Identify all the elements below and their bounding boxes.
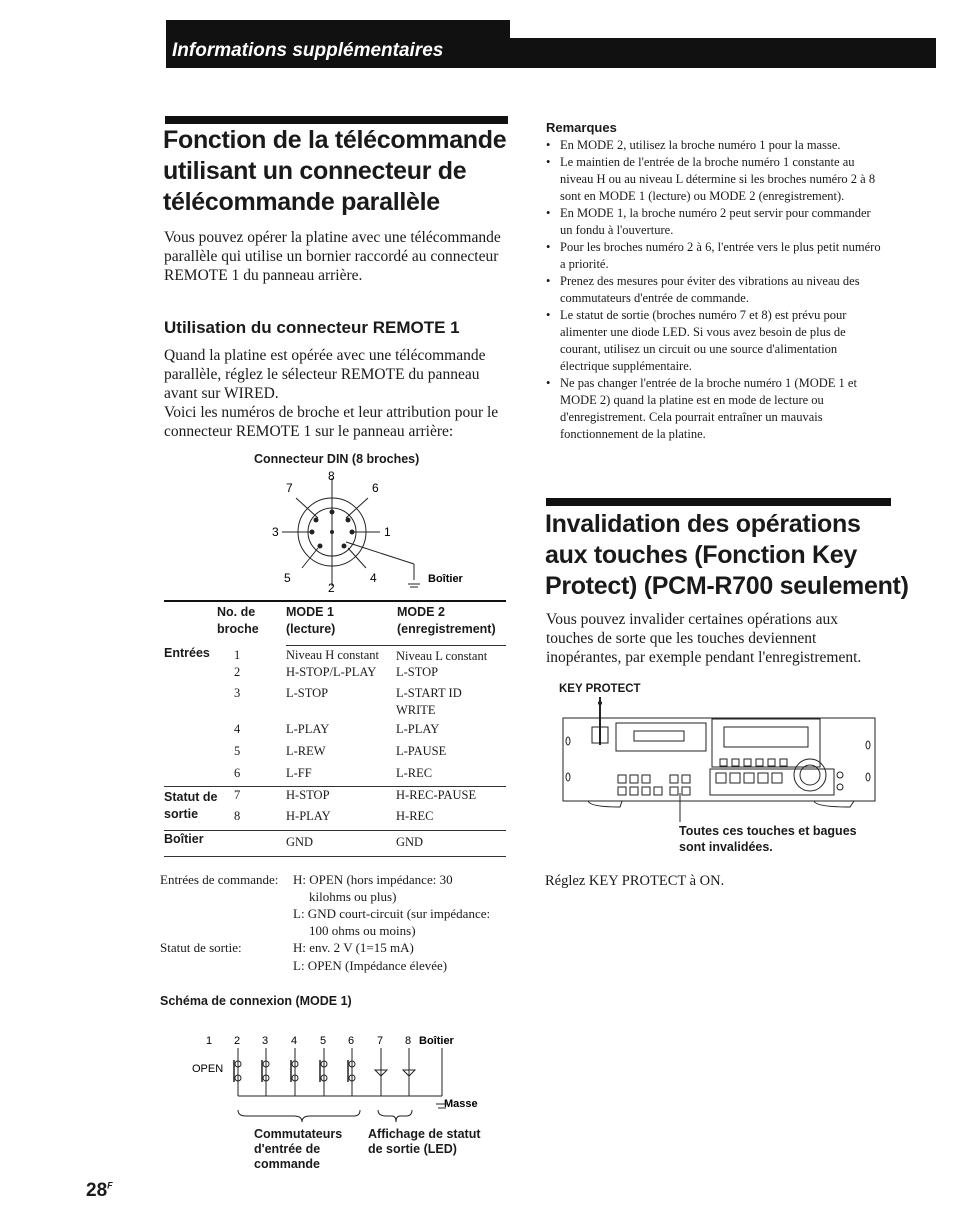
remarques-title: Remarques	[546, 120, 617, 135]
title2-rule	[546, 498, 891, 506]
table-row-1-m2: Niveau L constant	[396, 649, 488, 663]
table-row-1-m1: Niveau H constant	[286, 648, 380, 662]
device-caption-line2: sont invalidées.	[679, 840, 773, 854]
th-pin	[217, 604, 259, 638]
table-row-6-m2: L-REC	[396, 766, 433, 780]
remarque-item: • Ne pas changer l'entrée de la broche numéro 1 (MODE 1 et MODE 2) quand la platine est en mode de lecture ou d'enregistrement. Cela pourrait entraîner un mauvais fonctionnement de la platine.	[546, 375, 886, 443]
schema-num-2: 2	[234, 1035, 241, 1047]
remarque-item: • Pour les broches numéro 2 à 6, l'entrée vers le plus petit numéro a priorité.	[546, 239, 886, 273]
table-top-rule	[164, 600, 506, 602]
table-row-5-m1: L-REW	[286, 744, 326, 758]
key-protect-instruction: Réglez KEY PROTECT à ON.	[545, 873, 725, 889]
spec-inputs-l: L: GND court-circuit (sur impédance:	[293, 906, 491, 921]
schema-switches-line2: d'entrée de	[254, 1142, 321, 1156]
para-pins: Voici les numéros de broche et leur attribution pour le connecteur REMOTE 1 sur le panneau arrière:	[164, 404, 499, 440]
header-bar-tab	[166, 20, 510, 40]
spec-inputs-l2: 100 ohms ou moins)	[309, 923, 416, 938]
table-row-3-m2	[396, 685, 462, 719]
table-row-7-m1: H-STOP	[286, 788, 330, 802]
table-row-7-m2: H-REC-PAUSE	[396, 788, 477, 802]
device-caption	[679, 823, 857, 855]
device-caption-line1: Toutes ces touches et bagues	[679, 824, 857, 838]
title2-line-3: Protect) (PCM-R700 seulement)	[545, 572, 909, 600]
para-wired: Quand la platine est opérée avec une télécommande parallèle, réglez le sélecteur REMOTE du panneau avant sur WIRED.	[164, 347, 486, 402]
deck-front-panel	[560, 697, 880, 822]
th-mode1-line2: (lecture)	[286, 622, 336, 636]
title-rule	[165, 116, 508, 124]
th-pin-line2: broche	[217, 622, 259, 636]
schema-switches-line1: Commutateurs	[254, 1127, 343, 1141]
din-connector-diagram	[260, 470, 490, 595]
group-statut-line2: sortie	[164, 807, 199, 821]
schema-num-7: 7	[377, 1035, 384, 1047]
group-entrees: Entrées	[164, 646, 210, 660]
th-mode2-line1: MODE 2	[397, 605, 445, 619]
table-row-2-m2: L-STOP	[396, 665, 439, 679]
table-row-5-m2: L-PAUSE	[396, 744, 447, 758]
din-pin-1: 1	[384, 525, 391, 539]
schema-led-caption	[368, 1127, 481, 1157]
schema-num-1: 1	[206, 1035, 213, 1047]
table-rule-boitier	[164, 830, 506, 831]
schema-num-3: 3	[262, 1035, 269, 1047]
spec-inputs-h2: kilohms ou plus)	[309, 889, 397, 904]
schema-switches-line3: commande	[254, 1157, 320, 1171]
spec-inputs-h: H: OPEN (hors impédance: 30	[293, 872, 453, 887]
key-protect-intro: Vous pouvez invalider certaines opérations aux touches de sorte que les touches deviennent inopérantes, par exemple pendant l'enregistrement.	[546, 611, 862, 666]
table-row-1-pin: 1	[234, 648, 241, 662]
table-row-6-m1: L-FF	[286, 766, 312, 780]
page-title-line-1: Fonction de la télécommande	[163, 126, 507, 154]
din-pin-8: 8	[328, 470, 335, 483]
remarque-item: • Le maintien de l'entrée de la broche numéro 1 constante au niveau H ou au niveau L détermine si les broches numéro 2 à 8 sont en MODE 1 (lecture) ou MODE 2 (enregistrement).	[546, 154, 886, 205]
schema-boitier: Boîtier	[419, 1035, 454, 1047]
table-row-3-m2-line2: WRITE	[396, 703, 436, 717]
table-row-4-m2: L-PLAY	[396, 722, 440, 736]
jog-dial	[794, 759, 826, 791]
subheading-remote1: Utilisation du connecteur REMOTE 1	[164, 318, 460, 337]
th-pin-line1: No. de	[217, 605, 256, 619]
th-mode1	[286, 604, 335, 638]
spec-output-h: H: env. 2 V (1=15 mA)	[293, 940, 414, 955]
table-row-3-pin: 3	[234, 686, 241, 700]
remarque-item: • En MODE 1, la broche numéro 2 peut servir pour commander un fondu à l'ouverture.	[546, 205, 886, 239]
table-row-5-pin: 5	[234, 744, 241, 758]
table-row-9-m1: GND	[286, 835, 314, 849]
group-boitier: Boîtier	[164, 832, 204, 846]
key-protect-label: KEY PROTECT	[559, 683, 641, 695]
din-pin-7: 7	[286, 481, 293, 495]
table-header-rule	[286, 645, 506, 646]
schema-num-5: 5	[320, 1035, 327, 1047]
table-bottom-rule	[164, 856, 506, 857]
table-row-2-pin: 2	[234, 665, 241, 679]
din-pin-6: 6	[372, 481, 379, 495]
schema-num-4: 4	[291, 1035, 298, 1047]
th-mode2	[397, 604, 496, 638]
table-row-8-m1: H-PLAY	[286, 809, 331, 823]
section-header-title: Informations supplémentaires	[172, 40, 444, 61]
table-row-3-m2-line1: L-START ID	[396, 686, 462, 700]
spec-inputs-label: Entrées de commande:	[160, 872, 279, 887]
schema-led-line1: Affichage de statut	[368, 1127, 481, 1141]
page-title-line-3: télécommande parallèle	[163, 188, 440, 216]
table-row-4-pin: 4	[234, 722, 241, 736]
page-number-value: 28	[86, 1180, 108, 1201]
schema-num-8: 8	[405, 1035, 412, 1047]
title2-line-2: aux touches (Fonction Key	[545, 541, 857, 569]
group-statut	[164, 789, 217, 823]
schema-switches-caption	[254, 1127, 342, 1172]
table-row-8-m2: H-REC	[396, 809, 434, 823]
schema-num-6: 6	[348, 1035, 355, 1047]
schema-led-line2: de sortie (LED)	[368, 1142, 457, 1156]
remarque-item: • En MODE 2, utilisez la broche numéro 1 pour la masse.	[546, 137, 886, 154]
din-pin-4: 4	[370, 571, 377, 585]
remarques-list	[546, 137, 886, 443]
remarque-item: • Prenez des mesures pour éviter des vibrations au niveau des commutateurs d'entrée de commande.	[546, 273, 886, 307]
table-row-4-m1: L-PLAY	[286, 722, 330, 736]
din-boitier-label: Boîtier	[428, 573, 463, 585]
remarque-item: • Le statut de sortie (broches numéro 7 et 8) est prévu pour alimenter une diode LED. Si vous avez besoin de plus de courant, utilisez un circuit ou une source d'alimentation électrique supplémentaire.	[546, 307, 886, 375]
spec-output-l: L: OPEN (Impédance élevée)	[293, 958, 448, 973]
table-row-2-m1: H-STOP/L-PLAY	[286, 665, 377, 679]
intro-paragraph: Vous pouvez opérer la platine avec une télécommande parallèle qui utilise un bornier raccordé au connecteur REMOTE 1 du panneau arrière.	[164, 229, 501, 284]
din-pin-3: 3	[272, 525, 279, 539]
schema-masse: Masse	[444, 1098, 478, 1110]
group-statut-line1: Statut de	[164, 790, 218, 804]
table-row-7-pin: 7	[234, 788, 241, 802]
table-row-6-pin: 6	[234, 766, 241, 780]
deck-body	[563, 718, 875, 801]
page-title-line-2: utilisant un connecteur de	[163, 157, 467, 185]
title2-line-1: Invalidation des opérations	[545, 510, 861, 538]
din-pin-2: 2	[328, 581, 335, 595]
section-title-key-protect	[545, 509, 925, 602]
th-mode2-line2: (enregistrement)	[397, 622, 496, 636]
spec-output-label: Statut de sortie:	[160, 940, 242, 955]
schema-open-label: OPEN	[192, 1063, 224, 1075]
page-number	[86, 1180, 113, 1202]
table-row-3-m1: L-STOP	[286, 686, 329, 700]
schema-caption: Schéma de connexion (MODE 1)	[160, 994, 352, 1008]
page-title	[163, 125, 523, 218]
th-mode1-line1: MODE 1	[286, 605, 334, 619]
table-row-8-pin: 8	[234, 809, 241, 823]
din-pin-5: 5	[284, 571, 291, 585]
table-row-9-m2: GND	[396, 835, 424, 849]
connection-schematic	[188, 1030, 498, 1130]
din-caption: Connecteur DIN (8 broches)	[254, 452, 420, 466]
page-number-suffix: F	[107, 1180, 113, 1191]
